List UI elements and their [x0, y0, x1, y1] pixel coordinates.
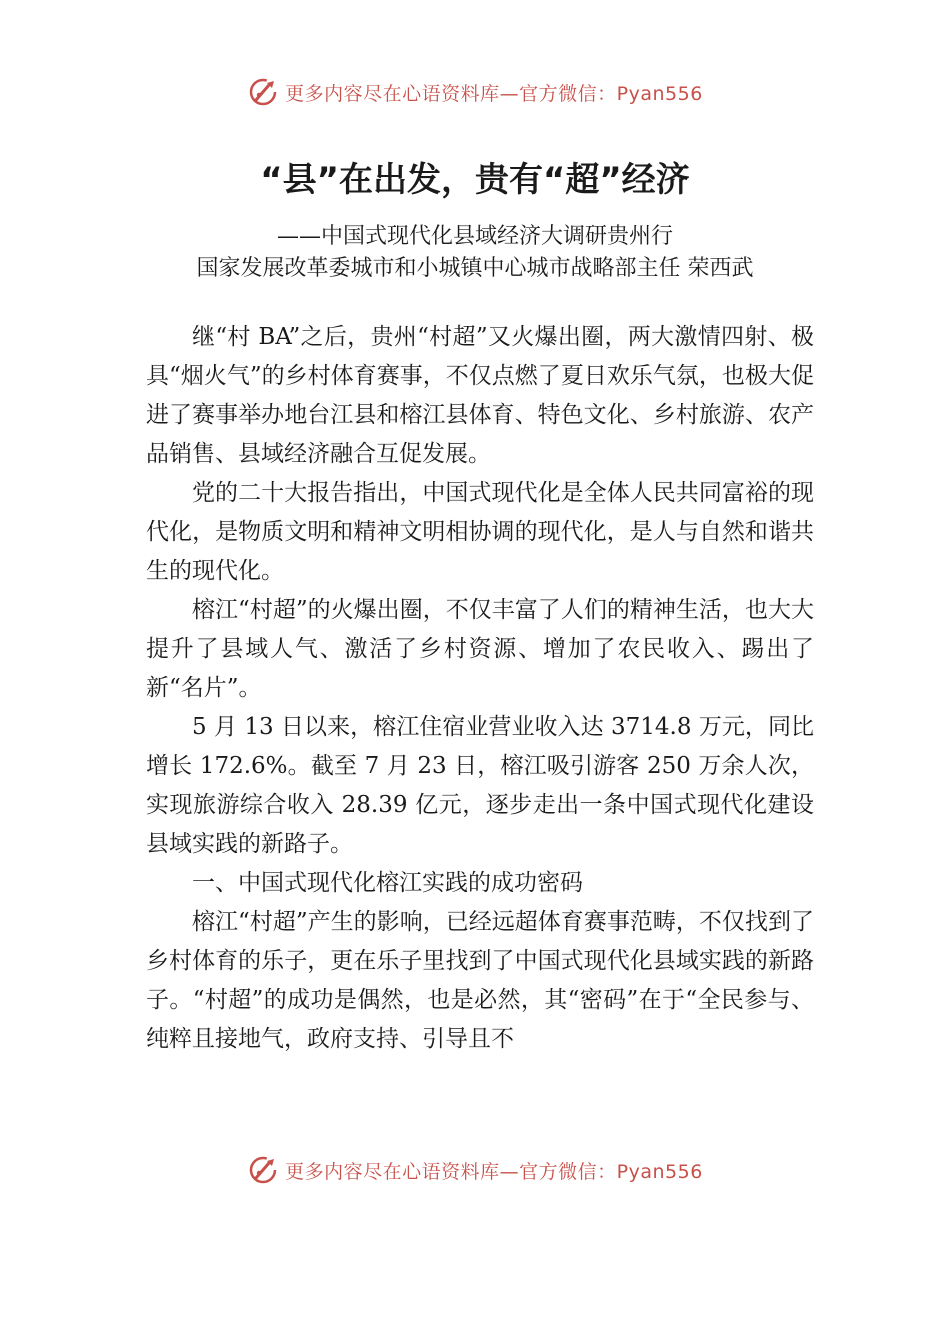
- footer-banner: [0, 1150, 950, 1190]
- header-banner-text: 更多内容尽在心语资料库—官方微信：Pyan556: [285, 82, 703, 105]
- body-paragraph: 继“村 BA”之后，贵州“村超”又火爆出圈，两大激情四射、极具“烟火气”的乡村体育赛事，不仅点燃了夏日欢乐气氛，也极大促进了赛事举办地台江县和榕江县体育、特色文化、乡村旅游、农产品销售、县域经济融合互促发展。: [146, 324, 814, 467]
- body-paragraph: 榕江“村超”产生的影响，已经远超体育赛事范畴，不仅找到了乡村体育的乐子，更在乐子里找到了中国式现代化县域实践的新路子。“村超”的成功是偶然，也是必然，其“密码”在于“全民参与、纯粹且接地气，政府支持、引导且不: [146, 909, 814, 1052]
- article-byline: 国家发展改革委城市和小城镇中心城市战略部主任 荣西武: [196, 256, 754, 281]
- footer-banner-text: 更多内容尽在心语资料库—官方微信：Pyan556: [285, 1160, 703, 1183]
- article-subtitle: ——中国式现代化县域经济大调研贵州行: [276, 224, 673, 249]
- article-title: “县”在出发，贵有“超”经济: [260, 160, 690, 200]
- body-paragraph: 5 月 13 日以来，榕江住宿业营业收入达 3714.8 万元，同比增长 172.6%。截至 7 月 23 日，榕江吸引游客 250 万余人次，实现旅游综合收入 28.39 亿元，逐步走出一条中国式现代化建设县域实践的新路子。: [146, 714, 814, 857]
- body-paragraph: 党的二十大报告指出，中国式现代化是全体人民共同富裕的现代化，是物质文明和精神文明相协调的现代化，是人与自然和谐共生的现代化。: [146, 480, 814, 584]
- brush-logo-icon: [247, 1154, 279, 1186]
- brush-logo-icon: [247, 76, 279, 108]
- article-body: [146, 318, 814, 1059]
- body-paragraph: 榕江“村超”的火爆出圈，不仅丰富了人们的精神生活，也大大提升了县域人气、激活了乡村资源、增加了农民收入、踢出了新“名片”。: [146, 597, 814, 701]
- section-heading: 一、中国式现代化榕江实践的成功密码: [192, 870, 583, 896]
- header-banner: [0, 72, 950, 112]
